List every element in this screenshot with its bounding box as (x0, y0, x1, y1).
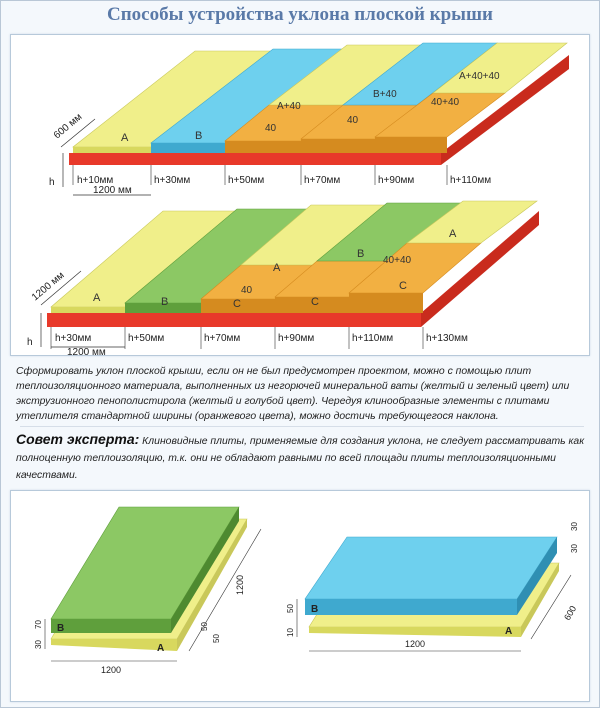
roof1-label-b: B (195, 130, 203, 142)
roof2-height-5: h+130мм (426, 333, 468, 344)
roof2-height-2: h+70мм (204, 333, 241, 344)
roof1-label-4040: 40+40 (431, 97, 460, 108)
expert-text: Клиновидные плиты, применяемые для создания уклона, не следует рассматривать как полноценную теплоизоляцию, т.к. они не обладают равными по всей площади плиты теплоизоляционными качествами. (16, 436, 585, 481)
roof1-length-label: 1200 мм (93, 185, 132, 196)
expert-heading: Совет эксперта: (16, 431, 140, 447)
roof2-strip-a-front (51, 307, 125, 313)
left-len: 1200 (101, 665, 122, 675)
roof-2 (27, 201, 539, 355)
roof2-height-4: h+110мм (352, 333, 394, 344)
left-dim-70: 70 (34, 620, 43, 629)
roof1-label-40-1: 40 (265, 123, 277, 134)
roof2-label-a2: A (273, 262, 281, 274)
roof1-red-base-front (69, 153, 441, 165)
roof2-label-c3: C (399, 280, 407, 292)
right-blue-slab-front (305, 599, 517, 615)
left-dim-30: 30 (34, 640, 43, 649)
right-label-b: B (311, 604, 319, 615)
left-depth: 1200 (235, 574, 245, 595)
roof1-label-a4040: A+40+40 (459, 71, 500, 82)
roof2-label-4040: 40+40 (383, 255, 412, 266)
roof1-height-4: h+90мм (378, 175, 415, 186)
roof2-h-label: h (27, 337, 33, 348)
right-yellow-wedge-front (309, 627, 521, 637)
roof2-label-a3: A (449, 228, 457, 240)
roof2-label-c2: C (311, 296, 319, 308)
right-slab-group (286, 522, 579, 651)
roof2-height-1: h+50мм (128, 333, 165, 344)
roof1-height-0: h+10мм (77, 175, 114, 186)
roof2-length-label: 1200 мм (67, 347, 106, 355)
roof1-label-b40: B+40 (373, 89, 397, 100)
roof2-label-a: A (93, 292, 101, 304)
roof1-strip-b-front (151, 143, 225, 153)
roof1-strip-a-front (73, 147, 151, 153)
right-dim-30b: 30 (570, 544, 579, 553)
roof1-strip-40a-front (225, 141, 301, 153)
roof2-height-0: h+30мм (55, 333, 92, 344)
page-title: Способы устройства уклона плоской крыши (107, 4, 493, 25)
roof2-height-3: h+90мм (278, 333, 315, 344)
roof1-strip-4040-front (375, 137, 447, 153)
left-label-a: A (157, 643, 165, 654)
slabs-diagram-panel (10, 490, 590, 702)
right-dim-30a: 30 (570, 522, 579, 531)
right-depth: 600 (562, 603, 579, 622)
roof1-label-a40: A+40 (277, 101, 301, 112)
roof1-height-5: h+110мм (450, 175, 492, 186)
right-label-a: A (505, 626, 513, 637)
roof2-label-c1: C (233, 298, 241, 310)
slabs-diagram (11, 491, 589, 701)
roof1-h-label: h (49, 177, 55, 188)
roof1-width-label: 600 мм (51, 111, 85, 142)
roof2-red-base-front (47, 313, 421, 327)
roof2-strip-c3-front (349, 293, 423, 313)
right-dim-50: 50 (286, 604, 295, 613)
right-dim-10: 10 (286, 628, 295, 637)
left-label-b: B (57, 623, 65, 634)
roof-1 (49, 43, 569, 196)
left-dim-50a: 50 (200, 622, 209, 631)
roof1-height-2: h+50мм (228, 175, 265, 186)
roof1-label-40-2: 40 (347, 115, 359, 126)
roof1-strip-40b-front (301, 139, 375, 153)
right-len: 1200 (405, 639, 426, 649)
right-blue-slab-top (305, 537, 557, 599)
expert-tip (16, 431, 586, 484)
roof1-label-a: A (121, 132, 129, 144)
roof2-label-b: B (161, 296, 169, 308)
description-text: Сформировать уклон плоской крыши, если он не был предусмотрен проектом, можно с помощью плит теплоизоляционного материала, выполненных из негорючей минеральной ваты (желтый и зеленый цвет) или экструзионного пенополистирола (желтый и голубой цвет). Чередуя клинообразные элементы с плитами утеплителя стандартной ширины (оранжевого цвета), можно достичь требующегося наклона. (16, 366, 570, 422)
roof-diagram (11, 35, 589, 355)
divider (20, 426, 584, 427)
roof2-width-label: 1200 мм (29, 269, 67, 304)
roof2-label-b2: B (357, 248, 365, 260)
roof-diagram-panel (10, 34, 590, 356)
left-dim-50b: 50 (212, 634, 221, 643)
roof2-label-40: 40 (241, 285, 253, 296)
left-green-slab-front (51, 619, 171, 633)
roof1-height-1: h+30мм (154, 175, 191, 186)
roof1-height-3: h+70мм (304, 175, 341, 186)
left-slab-group (34, 507, 261, 675)
